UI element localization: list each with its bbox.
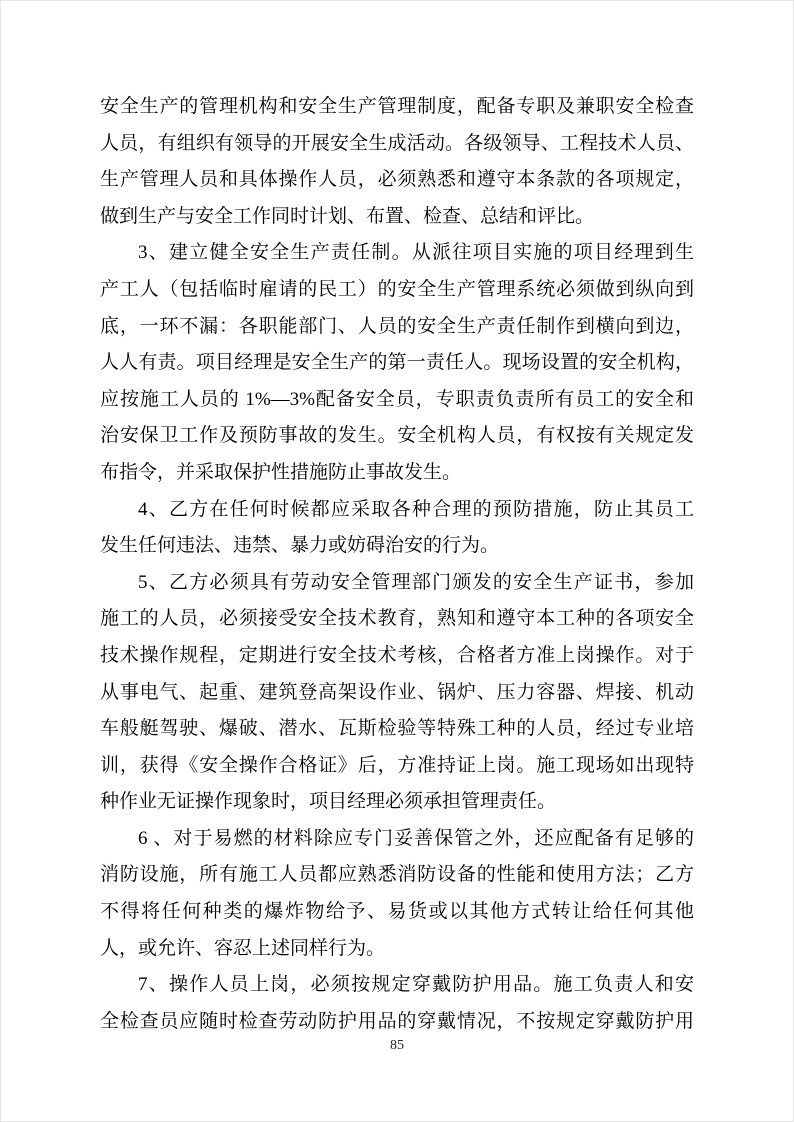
text-line: 4、乙方在任何时候都应采取各种合理的预防措施，防止其员工 — [138, 498, 694, 520]
text-line: 从事电气、起重、建筑登高架设作业、锅炉、压力容器、焊接、机动 — [100, 681, 694, 703]
text-line: 做到生产与安全工作同时计划、布置、检查、总结和评比。 — [100, 205, 595, 227]
text-line: 应按施工人员的 1%—3%配备安全员，专职责负责所有员工的安全和 — [100, 388, 694, 410]
text-line: 技术操作规程，定期进行安全技术考核，合格者方准上岗操作。对于 — [100, 644, 694, 666]
text-line: 治安保卫工作及预防事故的发生。安全机构人员，有权按有关规定发 — [100, 425, 694, 447]
text-line: 施工的人员，必须接受安全技术教育，熟知和遵守本工种的各项安全 — [100, 608, 694, 630]
text-line: 底，一环不漏：各职能部门、人员的安全生产责任制作到横向到边， — [100, 315, 694, 337]
text-line: 3、建立健全安全生产责任制。从派往项目实施的项目经理到生 — [138, 242, 694, 264]
paragraph-item-5 — [100, 565, 694, 821]
text-line: 训，获得《安全操作合格证》后，方准持证上岗。施工现场如出现特 — [100, 754, 694, 776]
paragraph-continuation — [100, 89, 694, 235]
text-line: 5、乙方必须具有劳动安全管理部门颁发的安全生产证书，参加 — [138, 571, 694, 593]
paragraph-item-7 — [100, 967, 694, 1040]
text-line: 人员，有组织有领导的开展安全生成活动。各级领导、工程技术人员、 — [100, 132, 694, 154]
text-line: 车般艇驾驶、爆破、潜水、瓦斯检验等特殊工种的人员，经过专业培 — [100, 718, 694, 740]
text-line: 不得将任何种类的爆炸物给予、易货或以其他方式转让给任何其他 — [100, 901, 694, 923]
text-line: 布指令，并采取保护性措施防止事故发生。 — [100, 461, 462, 483]
paragraph-item-4 — [100, 492, 694, 565]
text-line: 发生任何违法、违禁、暴力或妨碍治安的行为。 — [100, 535, 500, 557]
text-line: 人人有责。项目经理是安全生产的第一责任人。现场设置的安全机构， — [100, 352, 694, 374]
paragraph-item-6 — [100, 821, 694, 967]
text-line: 安全生产的管理机构和安全生产管理制度，配备专职及兼职安全检查 — [100, 96, 694, 117]
text-line: 全检查员应随时检查劳动防护用品的穿戴情况，不按规定穿戴防护用 — [100, 1010, 694, 1032]
paragraph-item-3 — [100, 235, 694, 491]
text-line: 7、操作人员上岗，必须按规定穿戴防护用品。施工负责人和安 — [138, 974, 694, 996]
text-line: 种作业无证操作现象时，项目经理必须承担管理责任。 — [100, 791, 557, 813]
text-line: 人，或允许、容忍上述同样行为。 — [100, 937, 386, 959]
document-body — [100, 89, 694, 1040]
text-line: 消防设施，所有施工人员都应熟悉消防设备的性能和使用方法；乙方 — [100, 864, 694, 886]
page-number: 85 — [390, 1038, 404, 1053]
text-line: 产工人（包括临时雇请的民工）的安全生产管理系统必须做到纵向到 — [100, 278, 694, 300]
text-line: 6 、对于易燃的材料除应专门妥善保管之外，还应配备有足够的 — [138, 827, 694, 849]
text-line: 生产管理人员和具体操作人员，必须熟悉和遵守本条款的各项规定， — [100, 169, 694, 191]
